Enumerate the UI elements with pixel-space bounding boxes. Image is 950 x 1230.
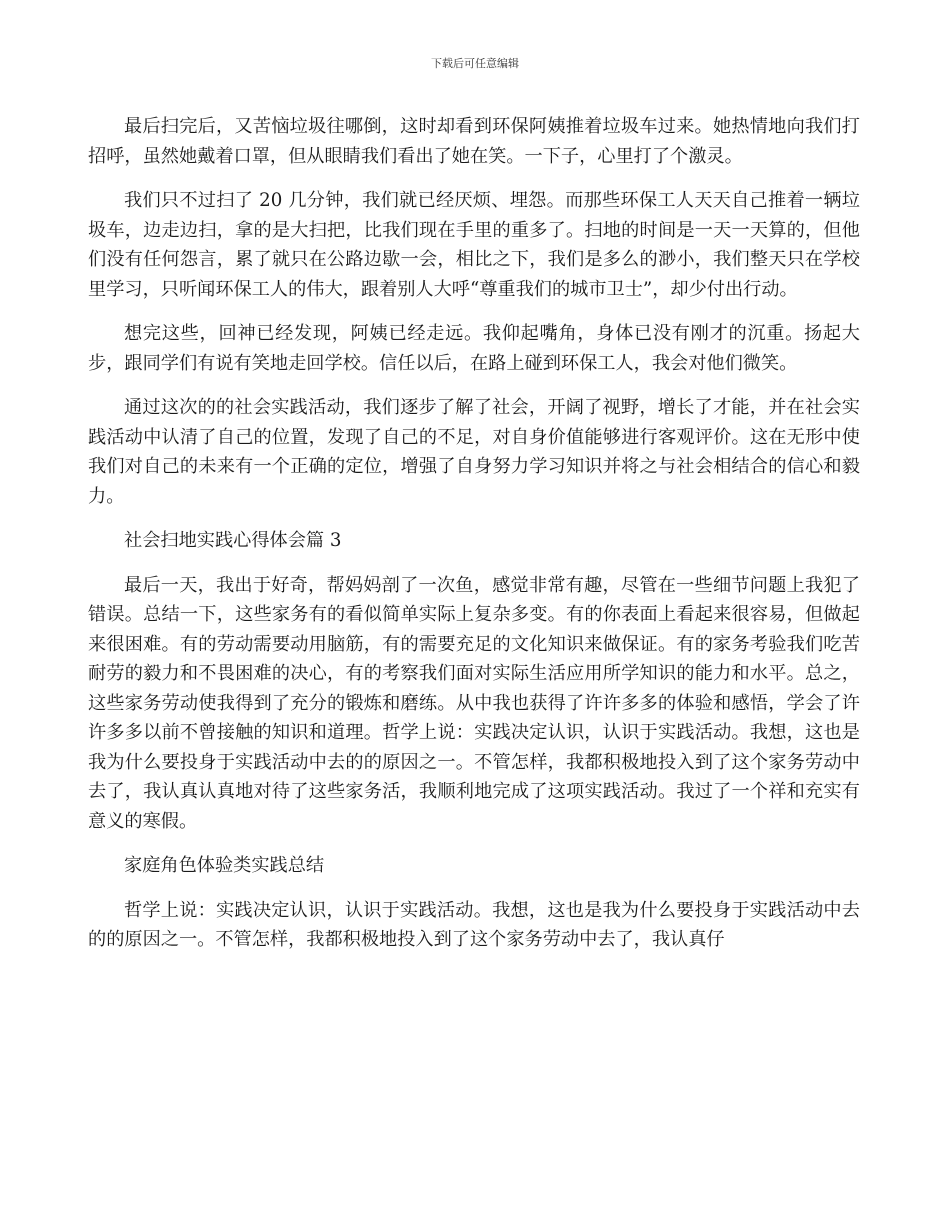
paragraph: 最后一天，我出于好奇，帮妈妈剖了一次鱼，感觉非常有趣，尽管在一些细节问题上我犯了错误。总结一下，这些家务有的看似简单实际上复杂多变。有的你表面上看起来很容易，但做起来很困难。有的劳动需要动用脑筋，有的需要充足的文化知识来做保证。有的家务考验我们吃苦耐劳的毅力和不畏困难的决心，有的考察我们面对实际生活应用所学知识的能力和水平。总之，这些家务劳动使我得到了充分的锻炼和磨练。从中我也获得了许许多多的体验和感悟，学会了许许多多以前不曾接触的知识和道理。哲学上说：实践决定认识，认识于实践活动。我想，这也是我为什么要投身于实践活动中去的的原因之一。不管怎样，我都积极地投入到了这个家务劳动中去了，我认真认真地对待了这些家务活，我顺利地完成了这项实践活动。我过了一个祥和充实有意义的寒假。 — [88, 574, 860, 832]
document-body — [88, 112, 860, 970]
paragraph: 最后扫完后，又苦恼垃圾往哪倒，这时却看到环保阿姨推着垃圾车过来。她热情地向我们打招呼，虽然她戴着口罩，但从眼睛我们看出了她在笑。一下子，心里打了个激灵。 — [88, 116, 860, 167]
page-header: 下载后可任意编辑 — [431, 57, 519, 70]
section-heading: 社会扫地实践心得体会篇 3 — [124, 530, 342, 551]
paragraph: 想完这些，回神已经发现，阿姨已经走远。我仰起嘴角，身体已没有刚才的沉重。扬起大步，跟同学们有说有笑地走回学校。信任以后，在路上碰到环保工人，我会对他们微笑。 — [88, 323, 860, 374]
section-heading: 家庭角色体验类实践总结 — [124, 855, 325, 876]
paragraph: 通过这次的的社会实践活动，我们逐步了解了社会，开阔了视野，增长了才能，并在社会实践活动中认清了自己的位置，发现了自己的不足，对自身价值能够进行客观评价。这在无形中使我们对自己的未来有一个正确的定位，增强了自身努力学习知识并将之与社会相结合的信心和毅力。 — [88, 397, 860, 507]
paragraph: 我们只不过扫了 20 几分钟，我们就已经厌烦、埋怨。而那些环保工人天天自己推着一辆垃圾车，边走边扫，拿的是大扫把，比我们现在手里的重多了。扫地的时间是一天一天算的，但他们没有任何怨言，累了就只在公路边歇一会，相比之下，我们是多么的渺小，我们整天只在学校里学习，只听闻环保工人的伟大，跟着别人大呼“尊重我们的城市卫士”，却少付出行动。 — [88, 190, 860, 300]
paragraph: 哲学上说：实践决定认识，认识于实践活动。我想，这也是我为什么要投身于实践活动中去的的原因之一。不管怎样，我都积极地投入到了这个家务劳动中去了，我认真仔 — [88, 899, 860, 950]
